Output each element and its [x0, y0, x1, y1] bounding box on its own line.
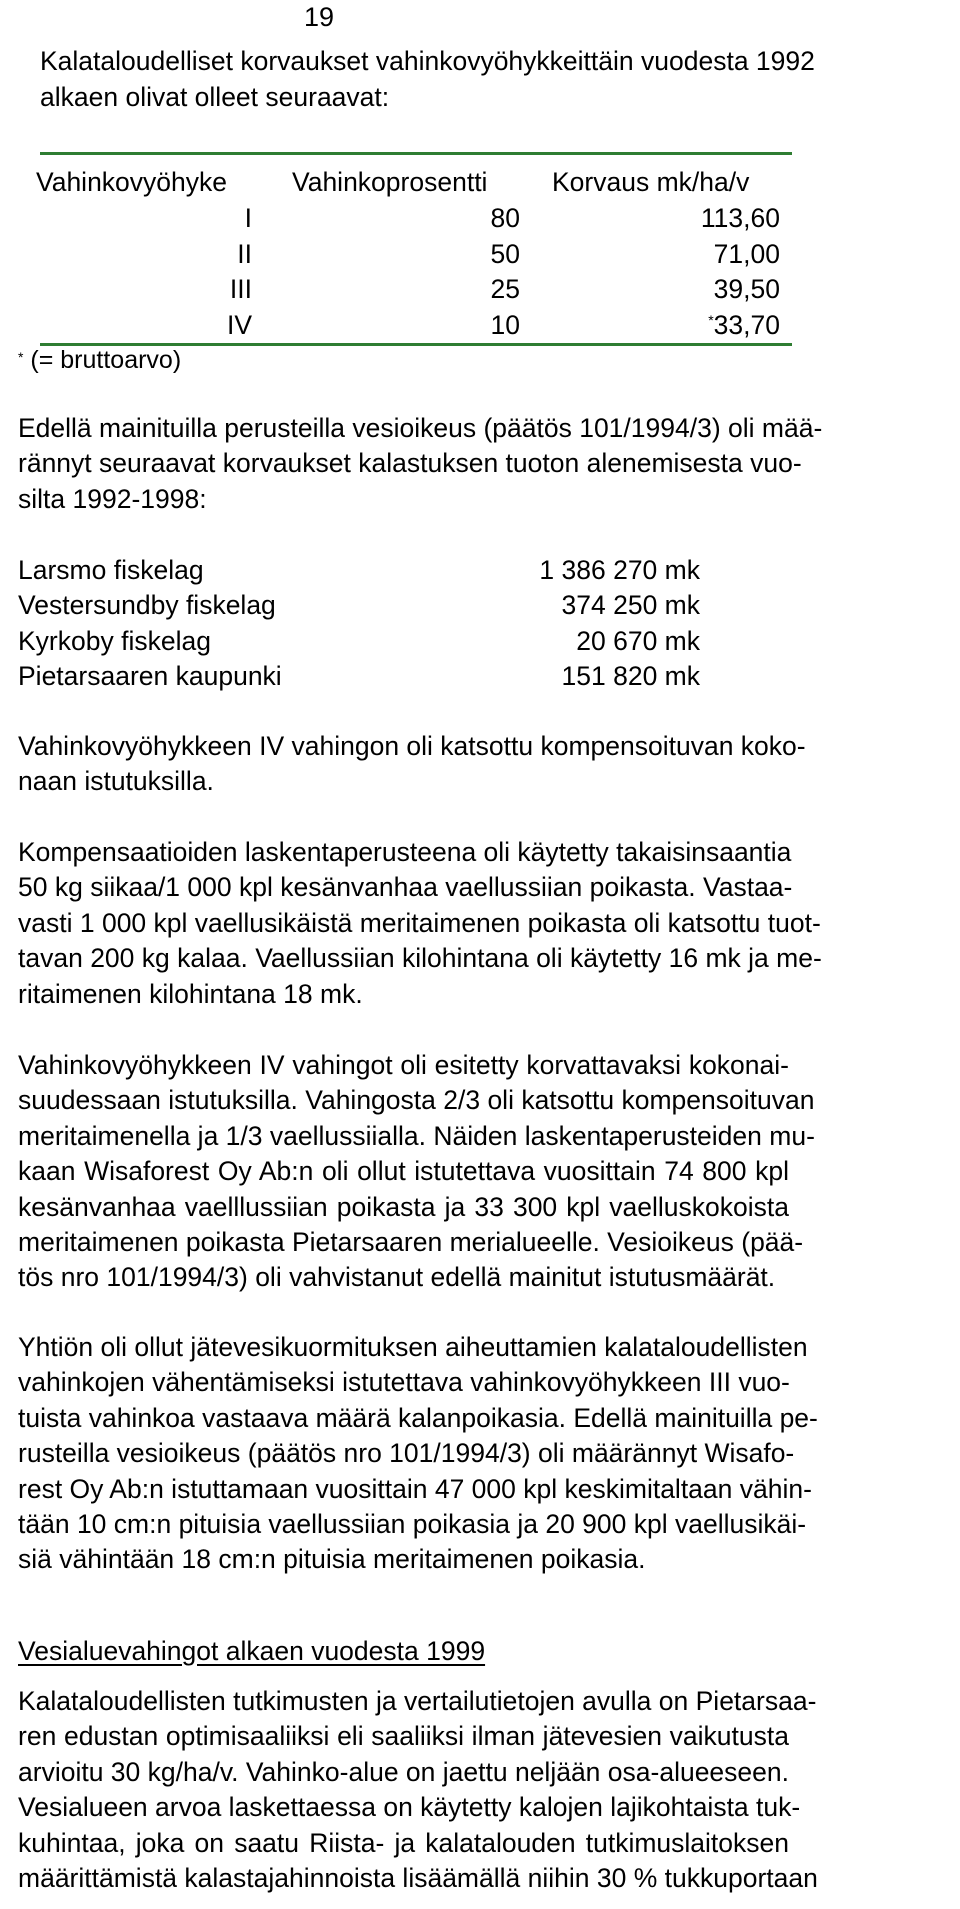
- compensation-cell: 113,60: [700, 203, 780, 233]
- paragraph: [18, 835, 822, 1012]
- text-line: kuhintaa, joka on saatu Riista- ja kalatalouden tutkimuslaitoksen: [18, 1827, 789, 1858]
- text-line: tavan 200 kg kalaa. Vaellussiian kilohintana oli käytetty 16 mk ja me-: [18, 943, 822, 974]
- amount-value: 374 250 mk: [561, 590, 700, 621]
- text-line: meritaimenella ja 1/3 vaellussiialla. Näiden laskentaperusteiden mu-: [18, 1120, 815, 1151]
- recipient-name: Larsmo fiskelag: [18, 555, 204, 585]
- paragraph: [18, 411, 823, 517]
- zone-cell: I: [244, 203, 252, 233]
- recipient-name: Pietarsaaren kaupunki: [18, 661, 282, 692]
- intro-line-1: Kalataloudelliset korvaukset vahinkovyöhykkeittäin vuodesta 1992: [40, 46, 815, 76]
- table-footnote: [18, 348, 181, 373]
- text-line: ritaimenen kilohintana 18 mk.: [18, 978, 363, 1009]
- compensation-cell: [708, 312, 780, 339]
- footnote-text: (= bruttoarvo): [30, 346, 182, 374]
- text-line: Vesialueen arvoa laskettaessa on käytetty kalojen lajikohtaista tuk-: [18, 1792, 801, 1823]
- zone-cell: III: [229, 274, 252, 304]
- text-line: rest Oy Ab:n istuttamaan vuosittain 47 000 kpl keskimitaltaan vähin-: [18, 1473, 812, 1504]
- recipient-list: [18, 553, 282, 695]
- text-line: ren edustan optimisaaliiksi eli saaliiksi ilman jätevesien vaikutusta: [18, 1721, 789, 1752]
- text-line: naan istutuksilla.: [18, 766, 214, 797]
- percent-cell: 25: [490, 274, 520, 304]
- amount-list: [539, 553, 700, 695]
- footnote-mark: *: [18, 349, 24, 365]
- footnote-mark: *: [708, 312, 714, 328]
- recipient-name: Kyrkoby fiskelag: [18, 625, 211, 656]
- zone-cell: II: [237, 239, 252, 269]
- compensation-cell: 71,00: [713, 239, 780, 269]
- text-line: arvioitu 30 kg/ha/v. Vahinko-alue on jaettu neljään osa-alueeseen.: [18, 1756, 789, 1787]
- percent-cell: 80: [490, 203, 520, 233]
- text-line: kaan Wisaforest Oy Ab:n oli ollut istutettava vuosittain 74 800 kpl: [18, 1156, 789, 1187]
- text-line: tuista vahinkoa vastaava määrä kalanpoikasia. Edellä mainituilla pe-: [18, 1402, 818, 1433]
- text-line: rännyt seuraavat korvaukset kalastuksen tuoton alenemisesta vuo-: [18, 448, 802, 479]
- compensation-value: 33,70: [713, 310, 780, 340]
- text-line: 50 kg siikaa/1 000 kpl kesänvanhaa vaellussiian poikasta. Vastaa-: [18, 872, 793, 903]
- text-line: vahinkojen vähentämiseksi istutettava vahinkovyöhykkeen III vuo-: [18, 1367, 790, 1398]
- text-line: Edellä mainituilla perusteilla vesioikeus (päätös 101/1994/3) oli mää-: [18, 413, 823, 443]
- section-heading: Vesialuevahingot alkaen vuodesta 1999: [18, 1636, 486, 1666]
- text-line: Vahinkovyöhykkeen IV vahingot oli esitetty korvattavaksi kokonai-: [18, 1050, 789, 1080]
- text-line: Kalataloudellisten tutkimusten ja vertailutietojen avulla on Pietarsaa-: [18, 1686, 817, 1716]
- text-line: Kompensaatioiden laskentaperusteena oli käytetty takaisinsaantia: [18, 837, 792, 867]
- header-compensation: Korvaus mk/ha/v: [552, 167, 750, 197]
- text-line: siä vähintään 18 cm:n pituisia meritaimenen poikasia.: [18, 1544, 646, 1575]
- text-line: Vahinkovyöhykkeen IV vahingon oli katsottu kompensoituvan koko-: [18, 731, 806, 761]
- text-line: tös nro 101/1994/3) oli vahvistanut edellä mainitut istutusmäärät.: [18, 1262, 776, 1293]
- text-line: vasti 1 000 kpl vaellusikäistä meritaimenen poikasta oli katsottu tuot-: [18, 907, 821, 938]
- header-percent: Vahinkoprosentti: [292, 167, 488, 197]
- amount-value: 20 670 mk: [576, 625, 700, 656]
- paragraph: [18, 1330, 818, 1578]
- paragraph: [18, 1684, 818, 1896]
- text-line: tään 10 cm:n pituisia vaellussiian poikasia ja 20 900 kpl vaellusikäi-: [18, 1509, 807, 1540]
- intro-line-2: alkaen olivat olleet seuraavat:: [40, 82, 390, 112]
- page-number: 19: [304, 2, 335, 32]
- amount-value: 151 820 mk: [561, 661, 700, 692]
- paragraph: [18, 1048, 815, 1296]
- text-line: kesänvanhaa vaelllussiian poikasta ja 33 300 kpl vaelluskokoista: [18, 1191, 789, 1222]
- paragraph: [18, 729, 806, 800]
- text-line: silta 1992-1998:: [18, 483, 207, 514]
- header-zone: Vahinkovyöhyke: [36, 167, 228, 197]
- percent-cell: 10: [490, 310, 520, 340]
- text-line: määrittämistä kalastajahinnoista lisäämällä niihin 30 % tukkuportaan: [18, 1863, 818, 1894]
- text-line: suudessaan istutuksilla. Vahingosta 2/3 oli katsottu kompensoituvan: [18, 1085, 815, 1116]
- text-line: meritaimenen poikasta Pietarsaaren merialueelle. Vesioikeus (pää-: [18, 1227, 804, 1258]
- zone-cell: IV: [226, 310, 252, 340]
- table-top-rule: [40, 152, 792, 155]
- percent-cell: 50: [490, 239, 520, 269]
- text-line: rusteilla vesioikeus (päätös nro 101/1994/3) oli määrännyt Wisafo-: [18, 1438, 795, 1469]
- compensation-cell: 39,50: [713, 274, 780, 304]
- amount-value: 1 386 270 mk: [539, 555, 700, 585]
- recipient-name: Vestersundby fiskelag: [18, 590, 276, 621]
- text-line: Yhtiön oli ollut jätevesikuormituksen aiheuttamien kalataloudellisten: [18, 1332, 808, 1362]
